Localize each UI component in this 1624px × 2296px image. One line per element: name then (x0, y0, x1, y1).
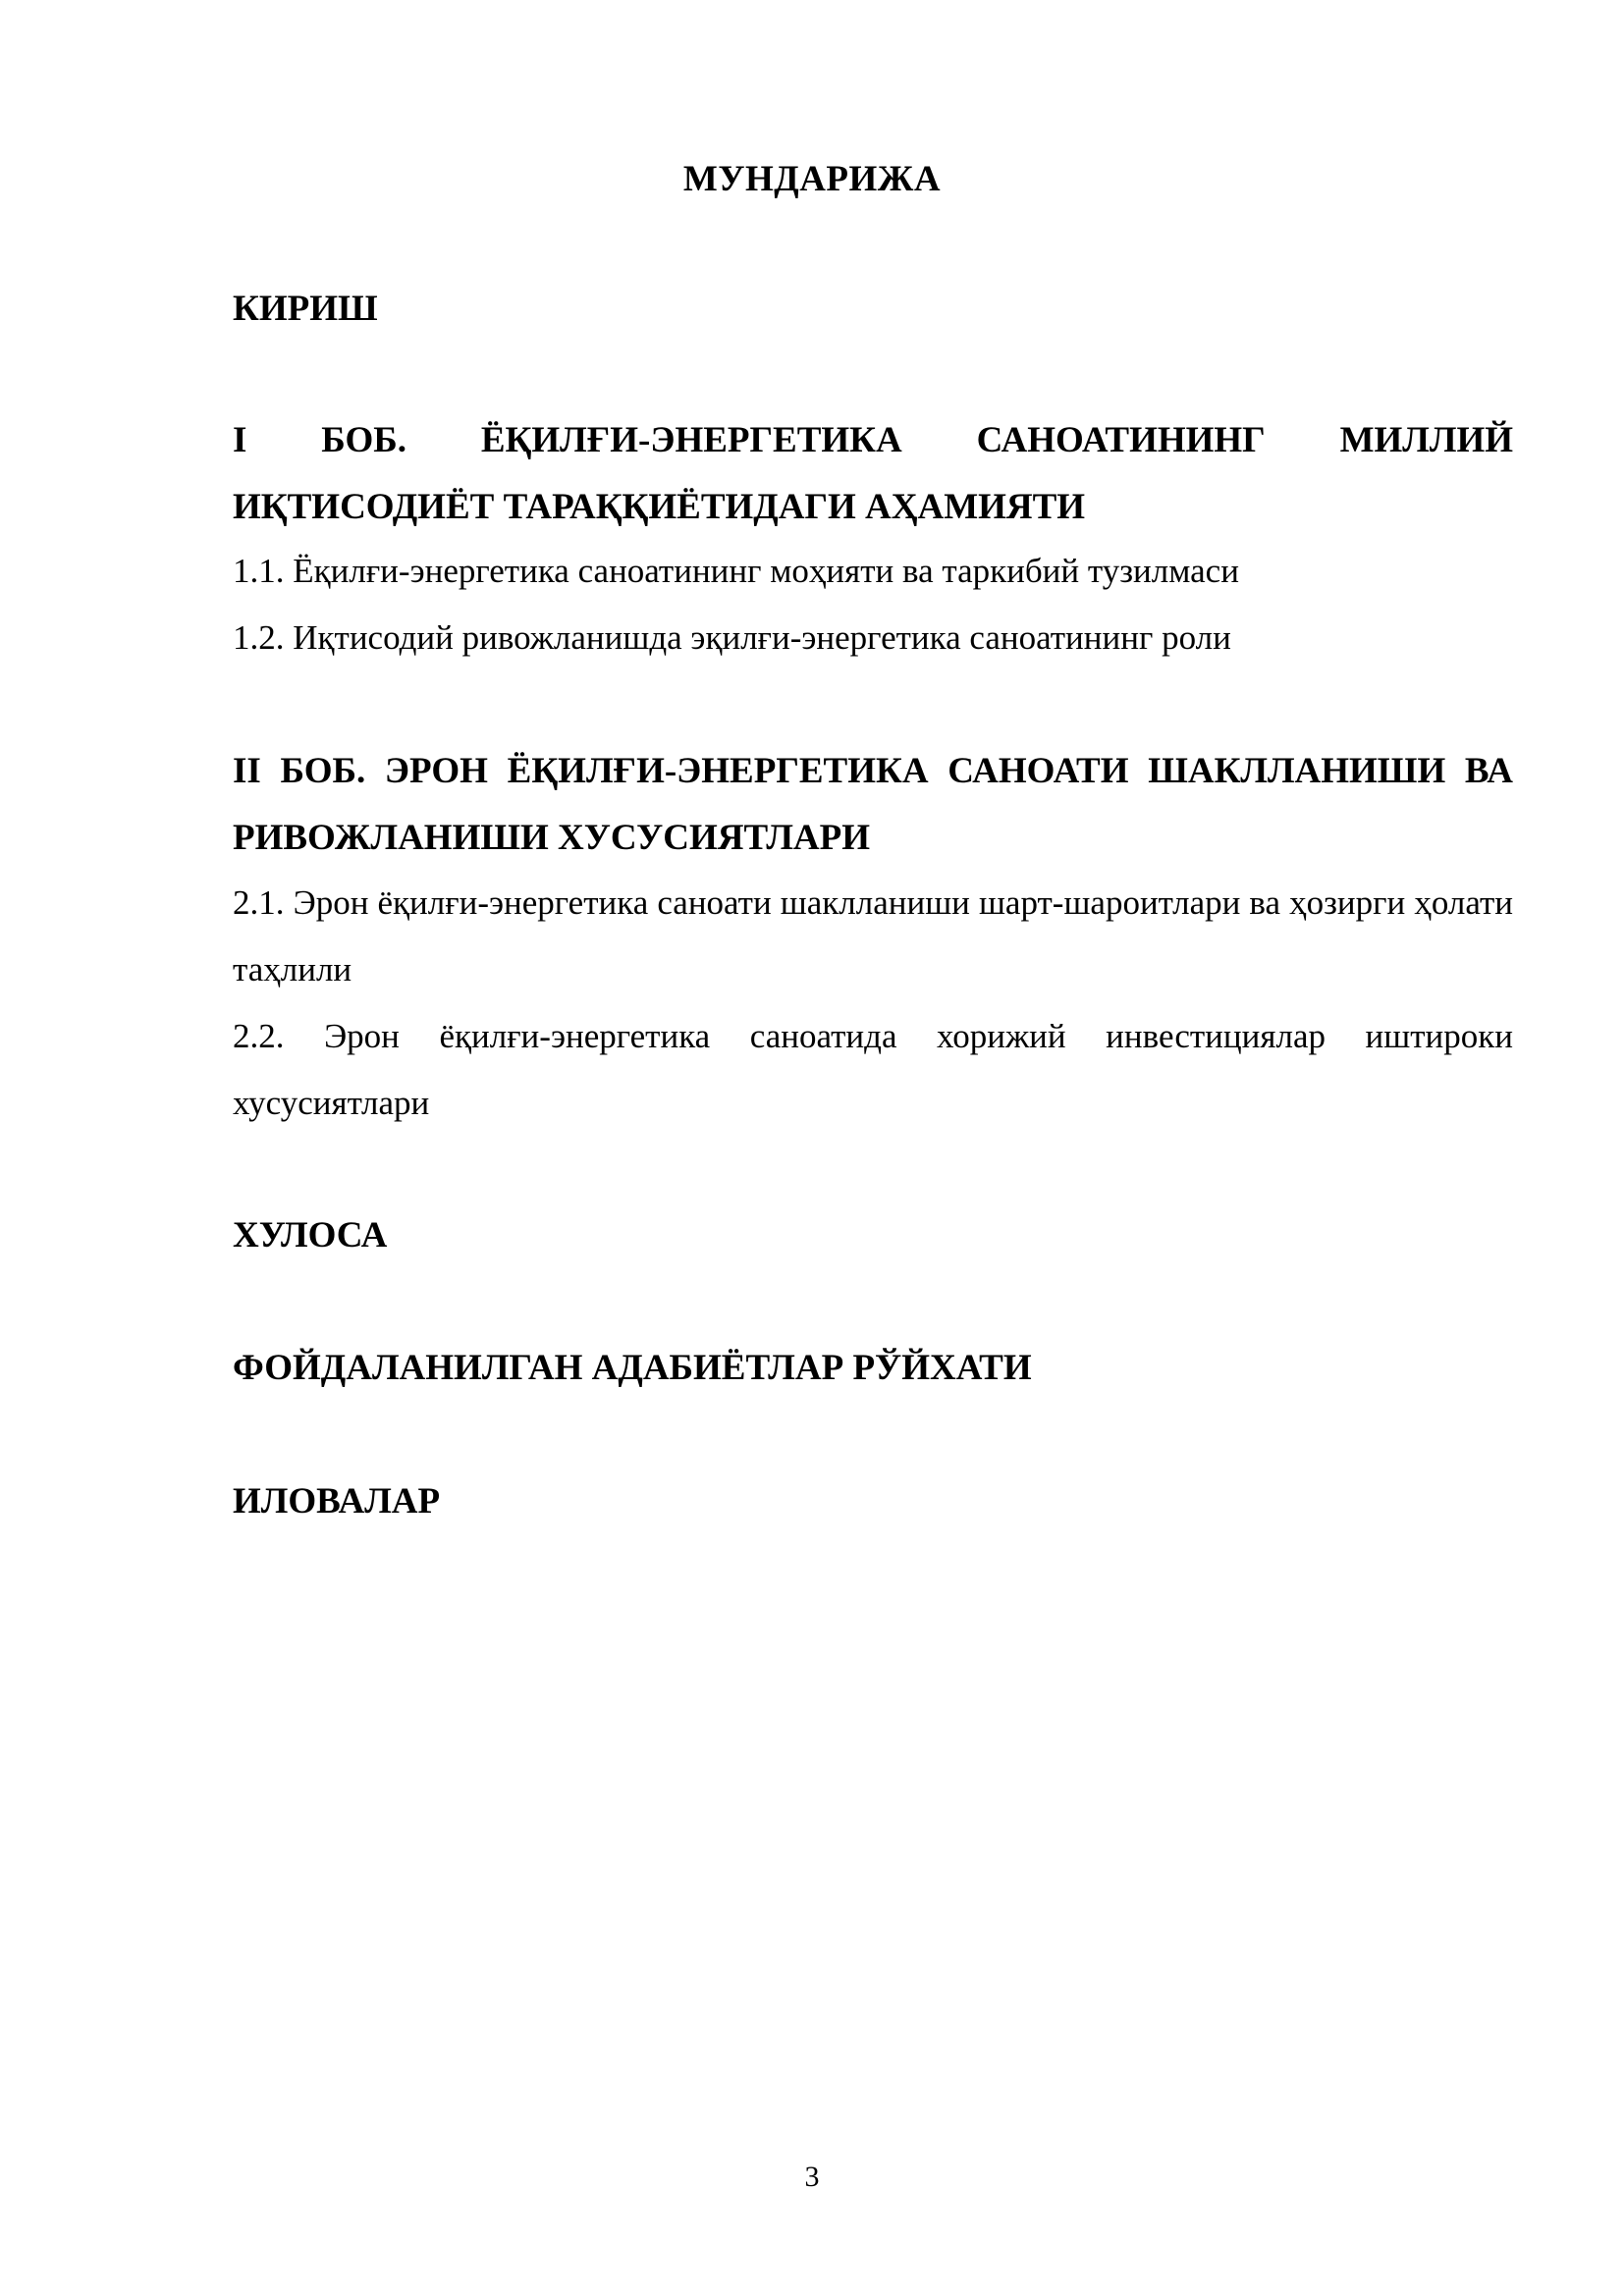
toc-entry-appendices: ИЛОВАЛАР (233, 1481, 441, 1522)
toc-section-1-2: 1.2. Иқтисодий ривожланишда эқилғи-энергетика саноатининг роли (233, 618, 1231, 657)
toc-section-1-1: 1.1. Ёқилғи-энергетика саноатининг моҳияти ва таркибий тузилмаси (233, 552, 1239, 590)
toc-title: МУНДАРИЖА (682, 159, 942, 199)
toc-entry-references: ФОЙДАЛАНИЛГАН АДАБИЁТЛАР РЎЙХАТИ (233, 1348, 1032, 1388)
toc-chapter-2-title: II БОБ. ЭРОН ЁҚИЛҒИ-ЭНЕРГЕТИКА САНОАТИ ШАКЛЛАНИШИ ВА РИВОЖЛАНИШИ ХУСУСИЯТЛАРИ (233, 751, 1513, 858)
toc-entry-introduction: КИРИШ (233, 289, 378, 329)
toc-section-2-2: 2.2. Эрон ёқилғи-энергетика саноатида хорижий инвестициялар иштироки хусусиятлари (233, 1017, 1513, 1122)
toc-chapter-1-title: I БОБ. ЁҚИЛҒИ-ЭНЕРГЕТИКА САНОАТИНИНГ МИЛЛИЙ ИҚТИСОДИЁТ ТАРАҚҚИЁТИДАГИ АҲАМИЯТИ (233, 420, 1513, 527)
toc-section-2-1: 2.1. Эрон ёқилғи-энергетика саноати шаклланиши шарт-шароитлари ва ҳозирги ҳолати таҳлили (233, 883, 1513, 988)
toc-entry-conclusion: ХУЛОСА (233, 1215, 388, 1255)
page-number: 3 (804, 2161, 820, 2193)
